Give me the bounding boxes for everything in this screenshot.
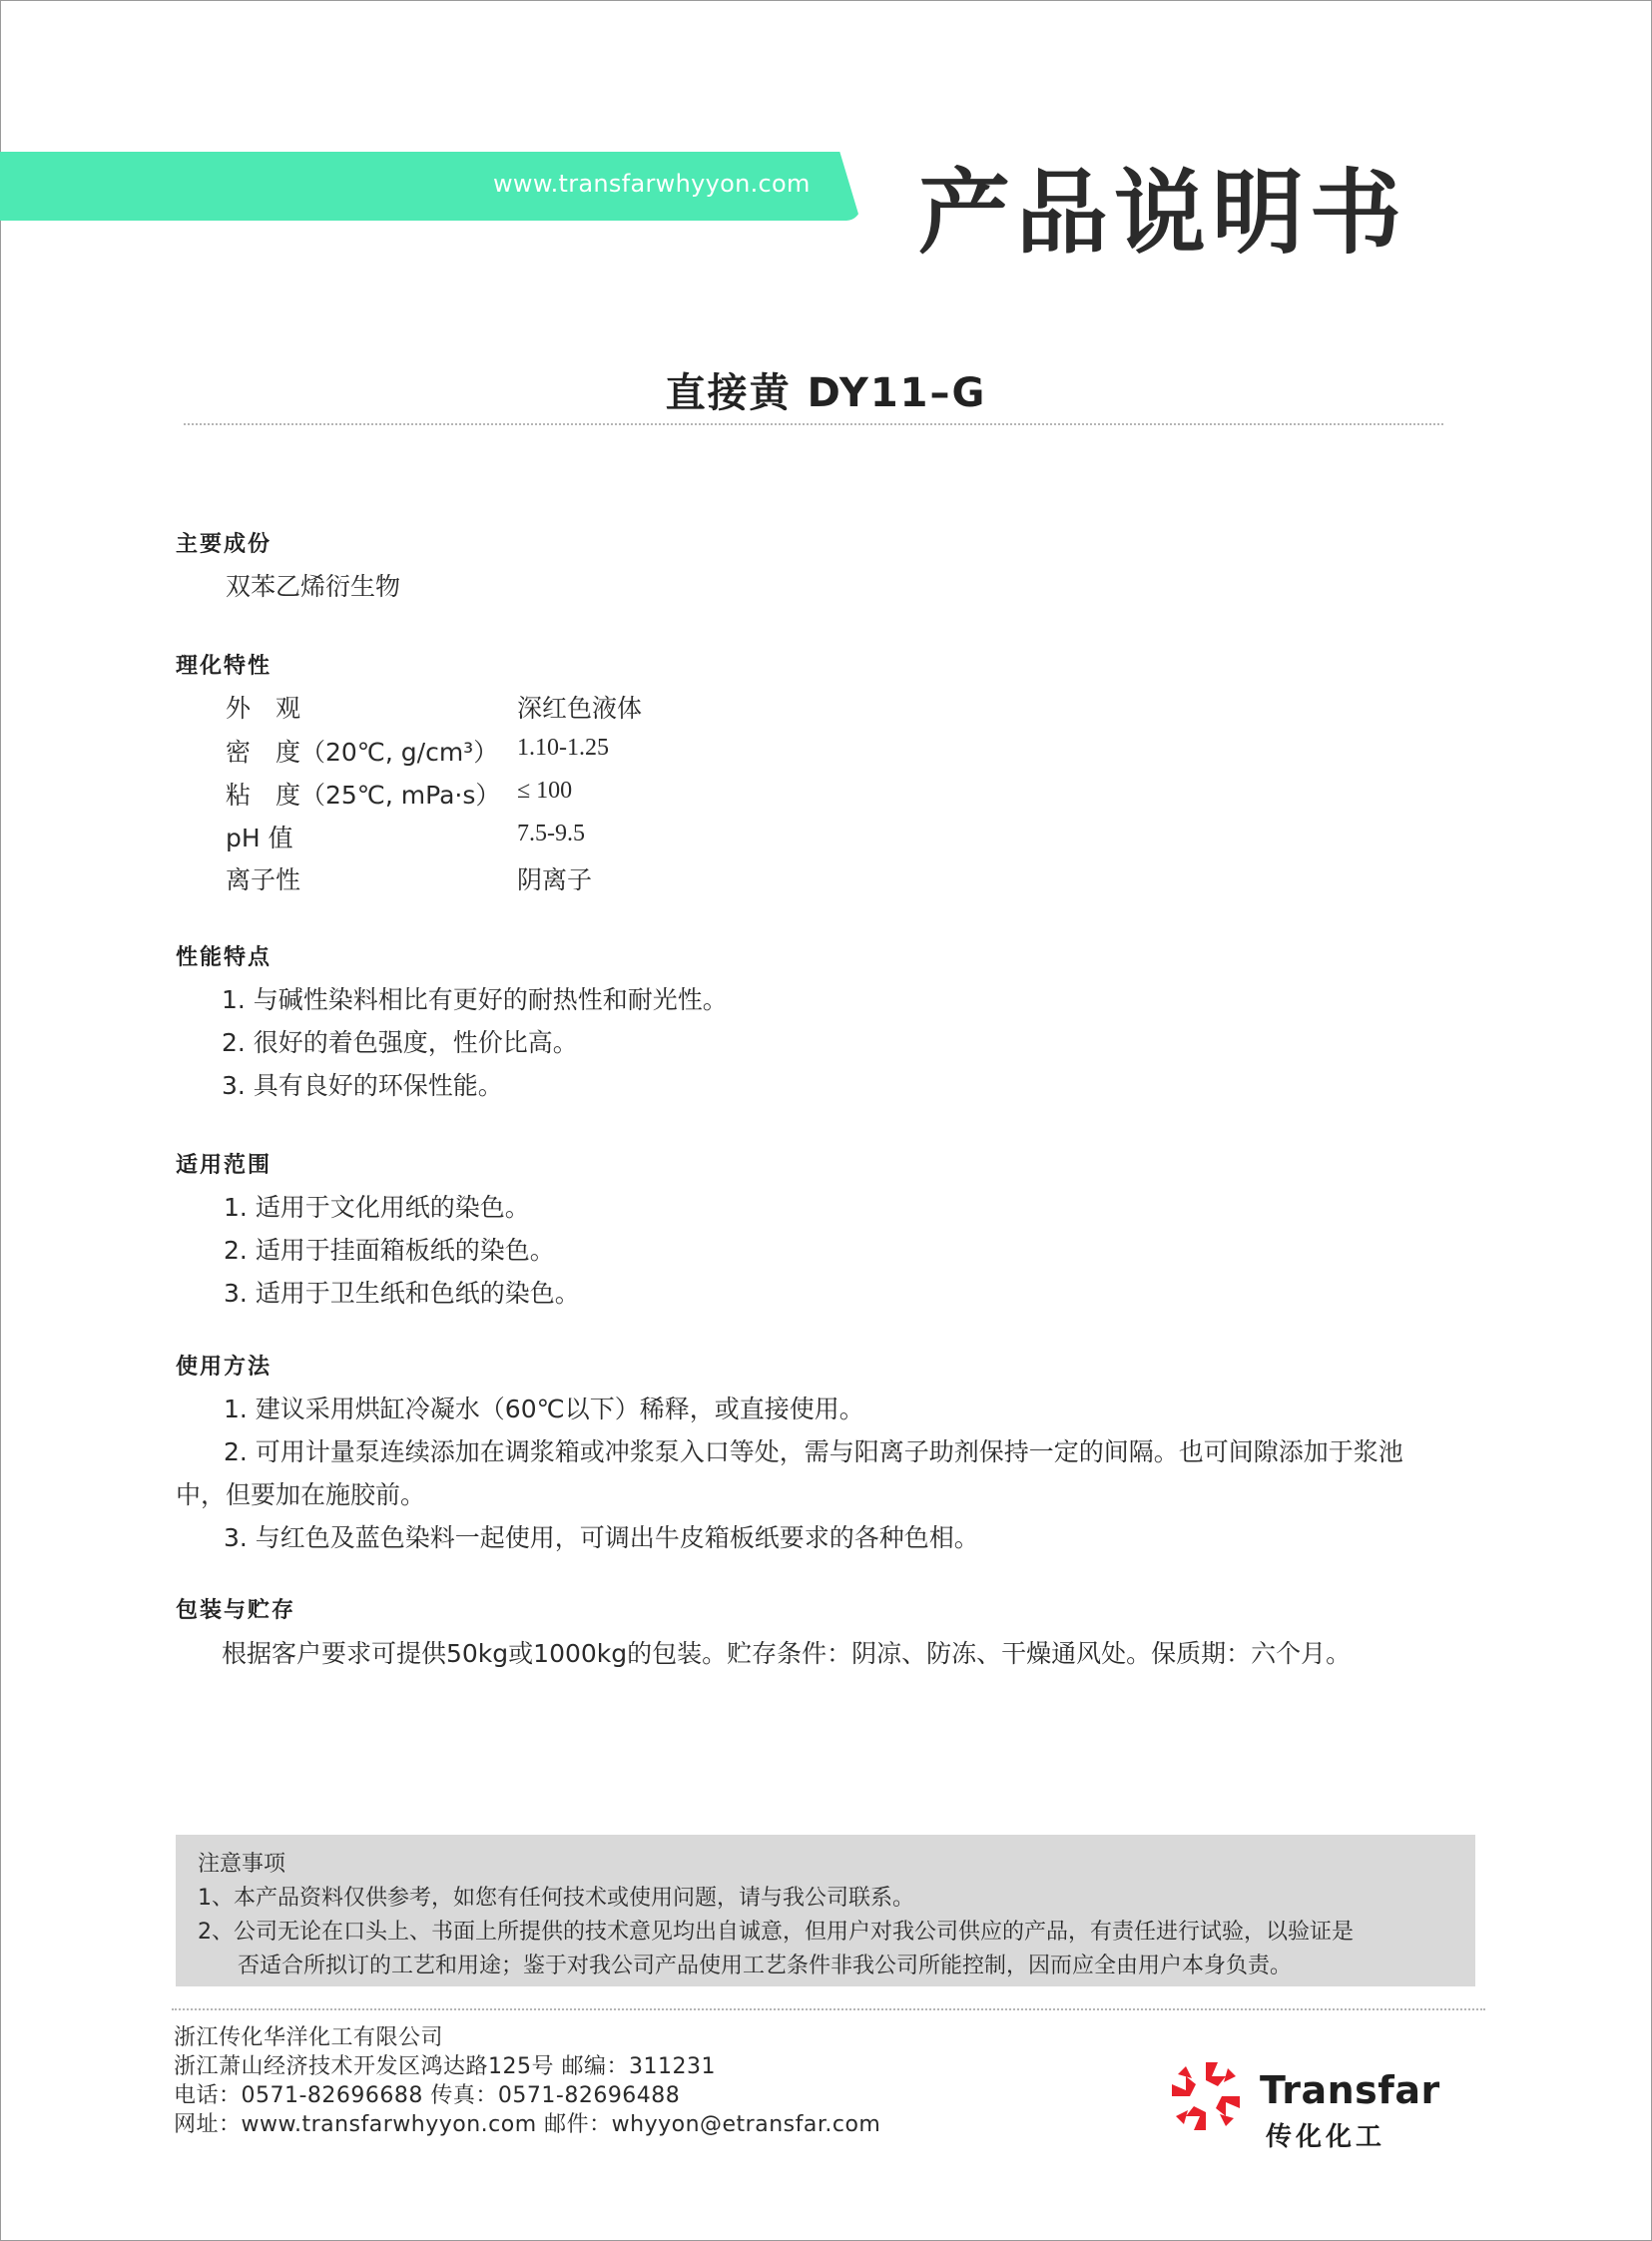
property-label: 离子性 xyxy=(226,865,301,894)
company-address: 浙江萧山经济技术开发区鸿达路125号 邮编：311231 xyxy=(174,2054,716,2079)
usage-item-continued: 中，但要加在施胶前。 xyxy=(176,1480,426,1509)
property-value: 1.10-1.25 xyxy=(517,735,609,761)
section-heading-composition: 主要成份 xyxy=(176,532,273,557)
page-title: 产品说明书 xyxy=(918,160,1408,267)
logo-name-chinese: 传化化工 xyxy=(1266,2122,1386,2152)
packaging-text: 根据客户要求可提供50kg或1000kg的包装。贮存条件：阴凉、防冻、干燥通风处。保质期：六个月。 xyxy=(222,1639,1352,1668)
application-item: 1. 适用于文化用纸的染色。 xyxy=(224,1193,530,1222)
logo-name-english: Transfar xyxy=(1260,2068,1440,2112)
property-value: ≤ 100 xyxy=(517,778,573,804)
notice-item: 1、本产品资料仅供参考，如您有任何技术或使用问题，请与我公司联系。 xyxy=(198,1886,914,1911)
company-name: 浙江传化华洋化工有限公司 xyxy=(174,2025,444,2050)
usage-item: 1. 建议采用烘缸冷凝水（60℃以下）稀释，或直接使用。 xyxy=(224,1395,864,1423)
notice-item: 2、公司无论在口头上、书面上所提供的技术意见均出自诚意，但用户对我公司供应的产品，有责任进行试验，以验证是 xyxy=(198,1920,1355,1945)
website-url[interactable]: www.transfarwhyyon.com xyxy=(493,170,811,198)
property-value: 深红色液体 xyxy=(517,694,643,723)
property-value: 7.5-9.5 xyxy=(517,821,585,846)
section-heading-properties: 理化特性 xyxy=(176,654,273,679)
section-heading-applications: 适用范围 xyxy=(176,1153,273,1178)
product-name: 直接黄 DY11–G xyxy=(665,370,987,416)
application-item: 2. 适用于挂面箱板纸的染色。 xyxy=(224,1236,555,1265)
usage-item: 3. 与红色及蓝色染料一起使用，可调出牛皮箱板纸要求的各种色相。 xyxy=(224,1523,979,1552)
company-web-email[interactable]: 网址：www.transfarwhyyon.com 邮件：whyyon@etransfar.com xyxy=(174,2112,881,2137)
feature-item: 2. 很好的着色强度，性价比高。 xyxy=(222,1028,578,1057)
notice-item-continued: 否适合所拟订的工艺和用途；鉴于对我公司产品使用工艺条件非我公司所能控制，因而应全由用户本身负责。 xyxy=(238,1954,1293,1978)
title-divider xyxy=(184,423,1443,425)
property-label: pH 值 xyxy=(226,824,293,852)
feature-item: 1. 与碱性染料相比有更好的耐热性和耐光性。 xyxy=(222,985,728,1014)
application-item: 3. 适用于卫生纸和色纸的染色。 xyxy=(224,1279,580,1308)
composition-text: 双苯乙烯衍生物 xyxy=(226,572,401,601)
section-heading-features: 性能特点 xyxy=(176,945,273,970)
property-value: 阴离子 xyxy=(517,865,593,894)
transfar-logo-icon xyxy=(1166,2056,1246,2136)
footer-divider xyxy=(172,2008,1485,2010)
company-phone: 电话：0571-82696688 传真：0571-82696488 xyxy=(174,2083,681,2108)
property-label: 密 度（20℃, g/cm³） xyxy=(226,738,499,767)
usage-item: 2. 可用计量泵连续添加在调浆箱或冲浆泵入口等处，需与阳离子助剂保持一定的间隔。也可间隙添加于浆池 xyxy=(224,1437,1403,1466)
section-heading-packaging: 包装与贮存 xyxy=(176,1598,296,1623)
property-label: 粘 度（25℃, mPa·s） xyxy=(226,781,501,810)
notice-heading: 注意事项 xyxy=(198,1852,286,1877)
property-label: 外 观 xyxy=(226,694,301,723)
feature-item: 3. 具有良好的环保性能。 xyxy=(222,1071,503,1100)
section-heading-usage: 使用方法 xyxy=(176,1355,273,1380)
